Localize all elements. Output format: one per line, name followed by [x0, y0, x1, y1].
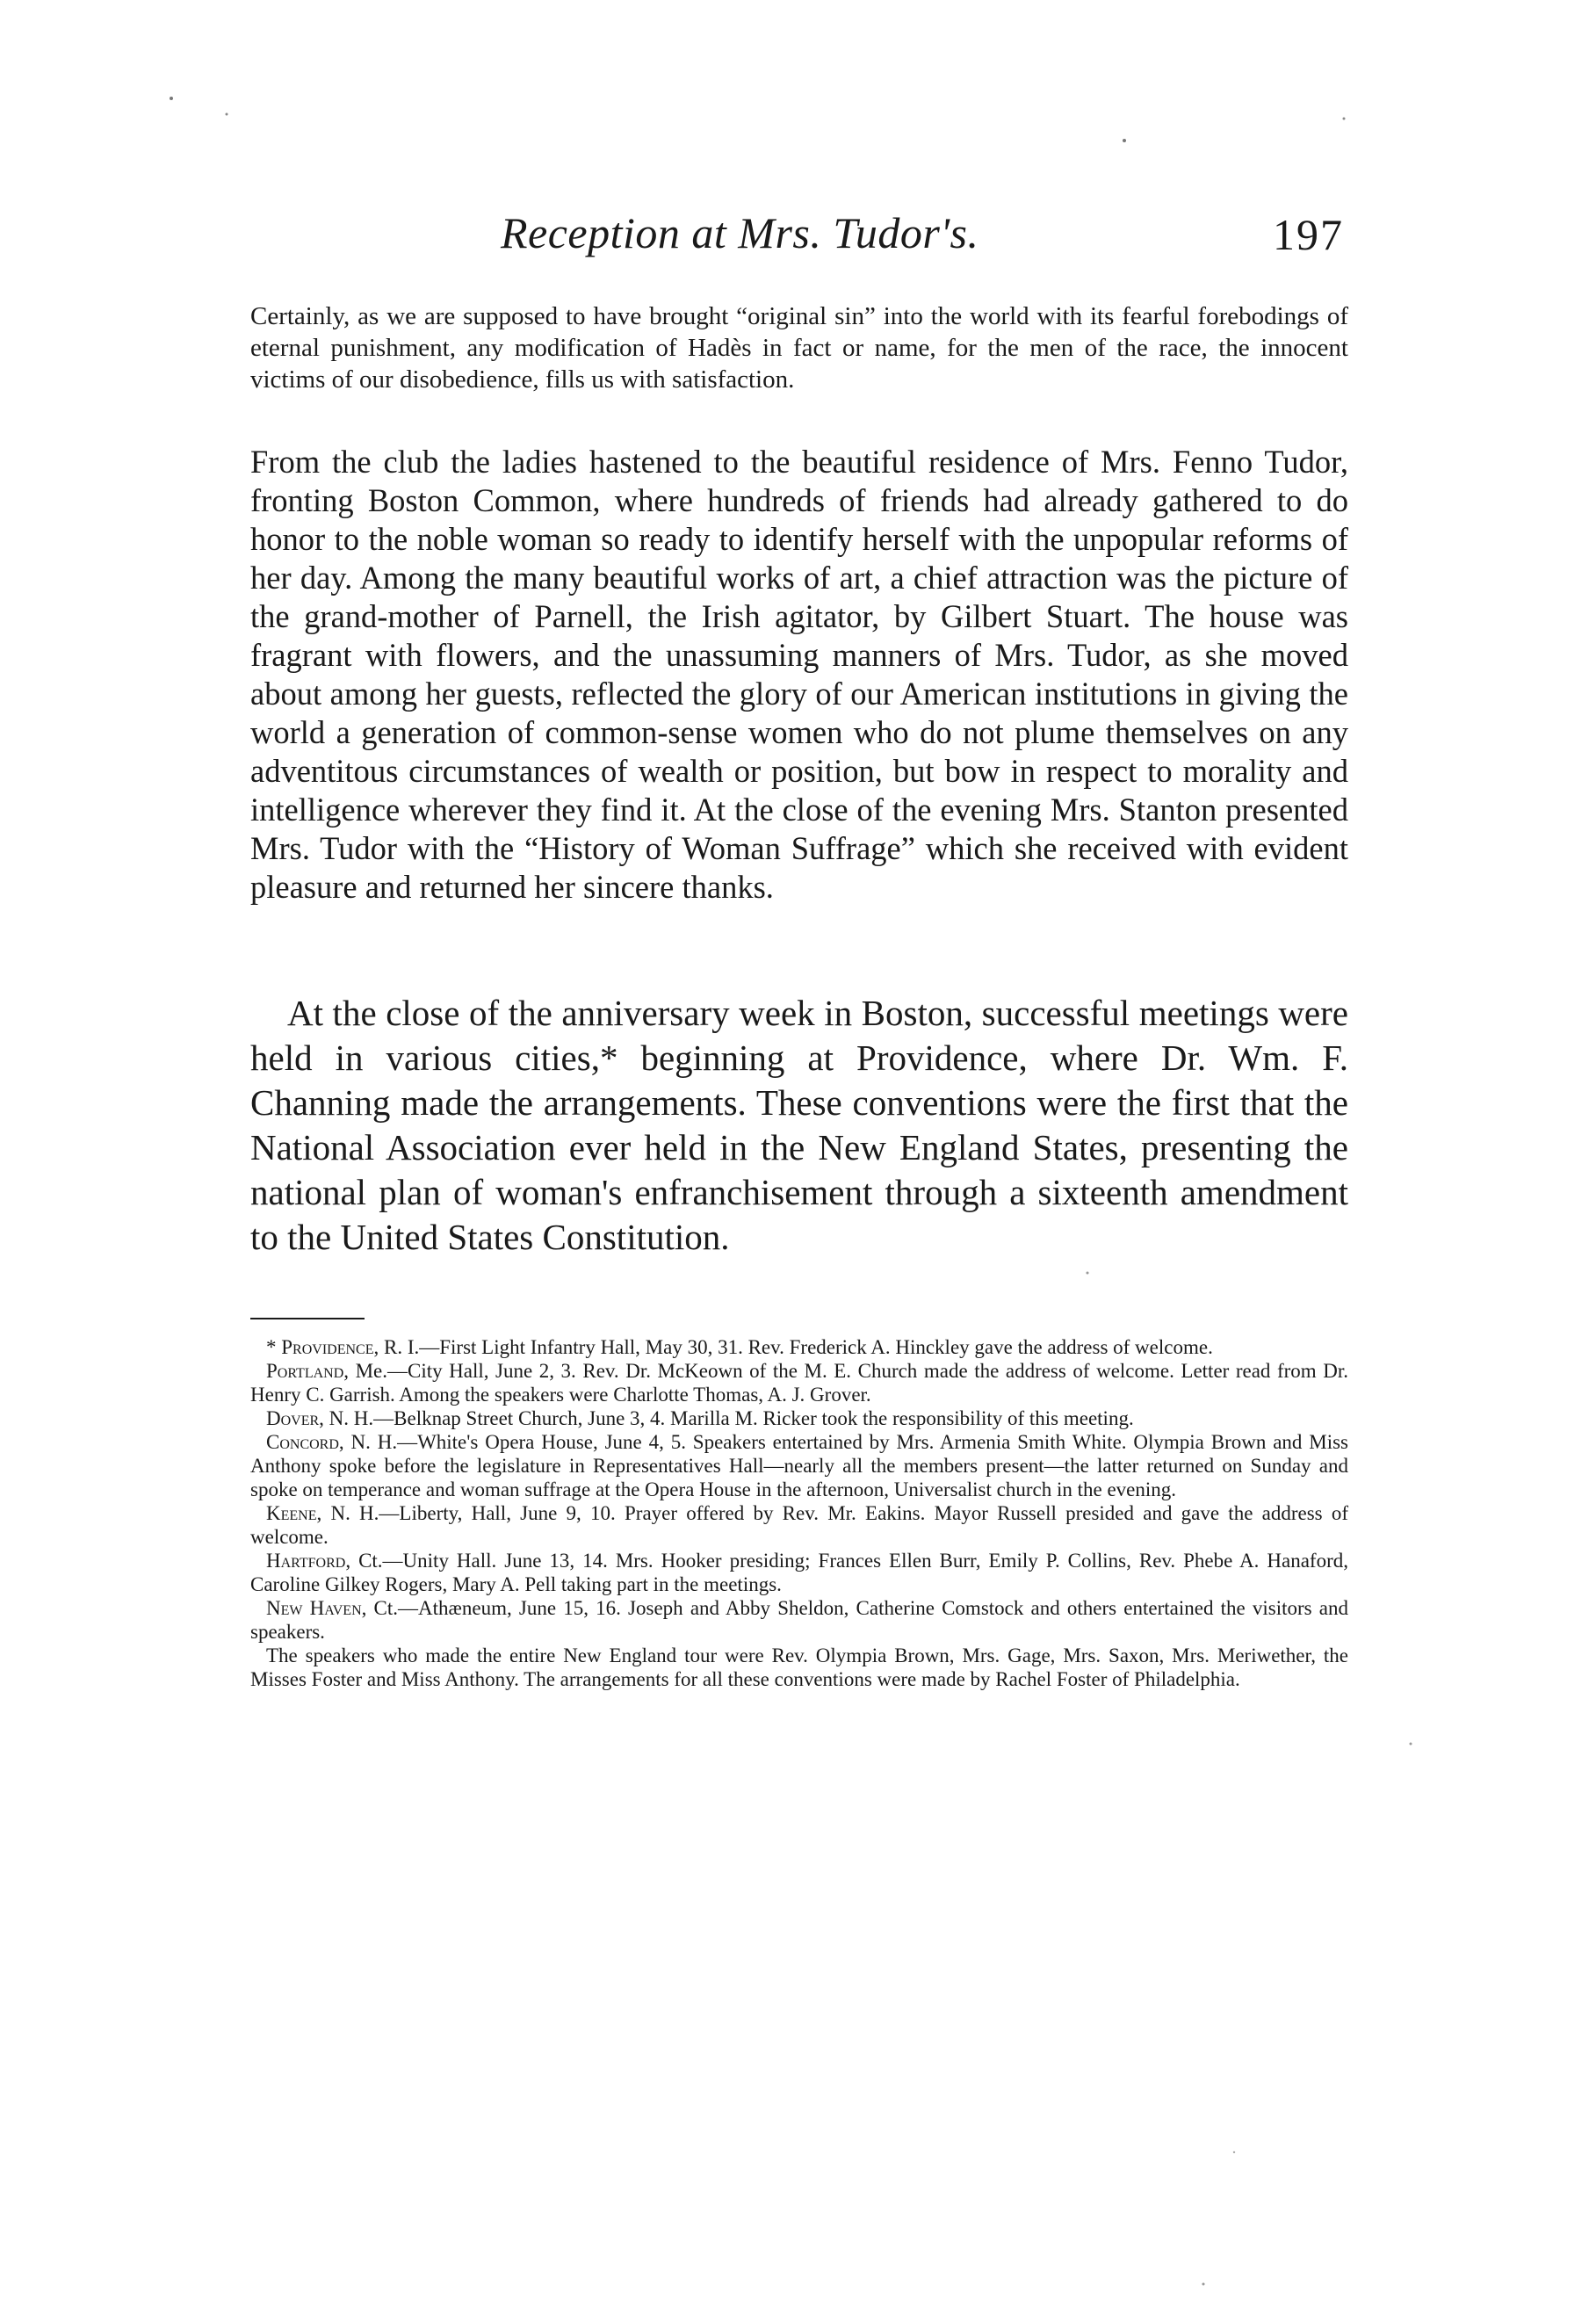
footnote: The speakers who made the entire New England tour were Rev. Olympia Brown, Mrs. Gage, Mrs. Saxon, Mrs. Meriwether, the Misses Foster and Miss Anthony. The arrangements for all these conventions were made by Rachel Foster of Philadelphia. [250, 1645, 1348, 1690]
footnote-place: New Haven [266, 1597, 362, 1619]
footnotes [250, 1335, 1348, 1691]
anniversary-paragraph-text: At the close of the anniversary week in Boston, successful meetings were held in various cities,* beginning at Providence, where Dr. Wm. F. Channing made the arrangements. These conventions were the first that the National Association ever held in the New England States, presenting the national plan of woman's enfranchisement through a sixteenth amendment to the United States Constitution. [250, 993, 1348, 1257]
reception-paragraph [250, 443, 1348, 907]
footnote: * Providence, R. I.—First Light Infantry Hall, May 30, 31. Rev. Frederick A. Hinckley gave the address of welcome. [266, 1336, 1213, 1358]
anniversary-paragraph [250, 991, 1348, 1260]
footnote: Hartford, Ct.—Unity Hall. June 13, 14. Mrs. Hooker presiding; Frances Ellen Burr, Emily P. Collins, Rev. Phebe A. Hanaford, Caroline Gilkey Rogers, Mary A. Pell taking part in the meetings. [250, 1550, 1348, 1595]
footnote: Dover, N. H.—Belknap Street Church, June 3, 4. Marilla M. Ricker took the responsibility of this meeting. [266, 1407, 1134, 1429]
footnote: Keene, N. H.—Liberty, Hall, June 9, 10. Prayer offered by Rev. Mr. Eakins. Mayor Russell presided and gave the address of welcome. [250, 1502, 1348, 1548]
continued-paragraph-text: Certainly, as we are supposed to have brought “original sin” into the world with its fearful forebodings of eternal punishment, any modification of Hadès in fact or name, for the men of the race, the innocent victims of our disobedience, fills us with satisfaction. [250, 302, 1348, 394]
footnote-rule [250, 1318, 365, 1319]
footnote: New Haven, Ct.—Athæneum, June 15, 16. Joseph and Abby Sheldon, Catherine Comstock and others entertained the visitors and speakers. [250, 1597, 1348, 1643]
footnote-place: Keene [266, 1502, 317, 1524]
footnote-place: Portland [266, 1360, 344, 1382]
page-number: 197 [1273, 210, 1344, 259]
footnote: Concord, N. H.—White's Opera House, June 4, 5. Speakers entertained by Mrs. Armenia Smith White. Olympia Brown and Miss Anthony spoke before the legislature in Representatives Hall—nearly all the members present—the latter returned on Sunday and spoke on temperance and woman suffrage at the Opera House in the afternoon, Universalist church in the evening. [250, 1431, 1348, 1500]
reception-paragraph-text: From the club the ladies hastened to the beautiful residence of Mrs. Fenno Tudor, fronting Boston Common, where hundreds of friends had already gathered to do honor to the noble woman so ready to identify herself with the unpopular reforms of her day. Among the many beautiful works of art, a chief attraction was the picture of the grand-mother of Parnell, the Irish agitator, by Gilbert Stuart. The house was fragrant with flowers, and the unassuming manners of Mrs. Tudor, as she moved about among her guests, reflected the glory of our American institutions in giving the world a generation of common-sense women who do not plume themselves on any adventitous circumstances of wealth or position, but bow in respect to morality and intelligence wherever they find it. At the close of the evening Mrs. Stanton presented Mrs. Tudor with the “History of Woman Suffrage” which she received with evident pleasure and returned her sincere thanks. [250, 444, 1348, 905]
footnote-place: Providence [281, 1336, 374, 1358]
continued-paragraph [250, 300, 1348, 395]
footnote: Portland, Me.—City Hall, June 2, 3. Rev. Dr. McKeown of the M. E. Church made the address of welcome. Letter read from Dr. Henry C. Garrish. Among the speakers were Charlotte Thomas, A. J. Grover. [250, 1360, 1348, 1406]
running-title: Reception at Mrs. Tudor's. [501, 208, 979, 257]
footnote-place: Dover [266, 1407, 320, 1429]
page-header [501, 207, 1344, 269]
footnote-place: Hartford [266, 1550, 346, 1572]
footnote-place: Concord [266, 1431, 339, 1453]
